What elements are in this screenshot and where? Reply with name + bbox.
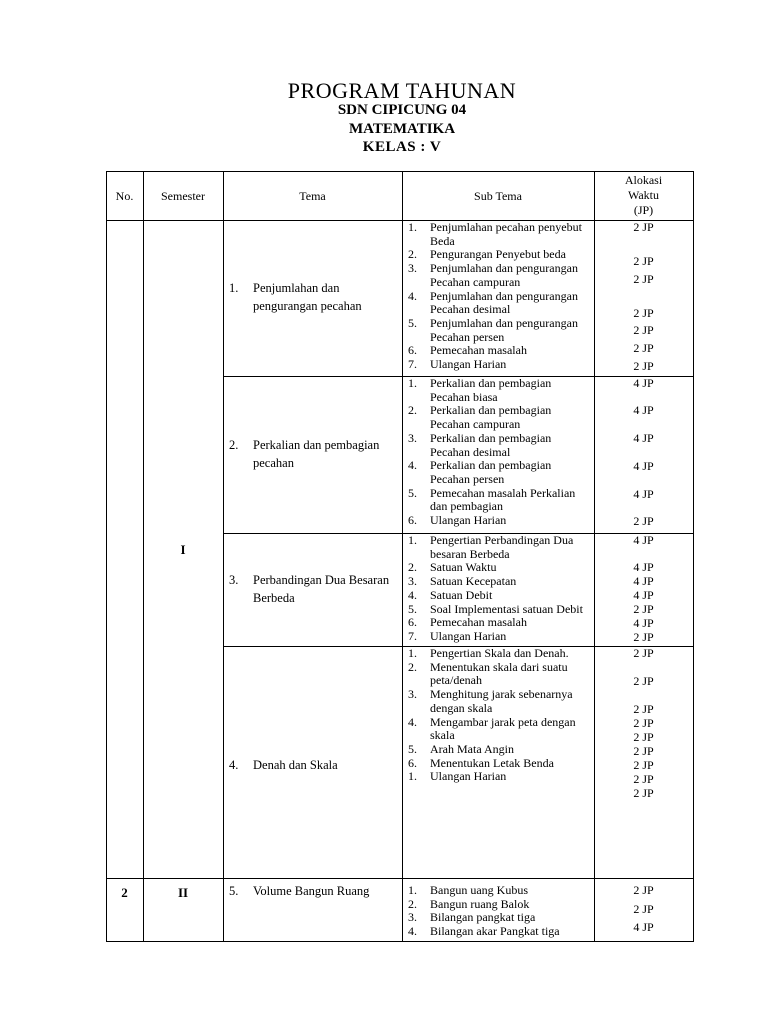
tema-title: Volume Bangun Ruang [253, 884, 370, 898]
jp-value: 2 JP [633, 341, 654, 355]
sub-tema-text: Bangun ruang Balok [430, 896, 530, 911]
sub-tema-number: 5. [408, 485, 417, 500]
sub-tema-text: Bilangan pangkat tiga [430, 910, 536, 925]
sub-tema-text: peta/denah [430, 673, 482, 688]
tema-title: Perkalian dan pembagian pecahan [253, 438, 380, 470]
semester-1-label: I [180, 542, 186, 557]
table-border-top [106, 171, 694, 172]
sub-tema-text: Bilangan akar Pangkat tiga [430, 924, 560, 939]
col-divider-semester [223, 171, 224, 942]
sub-tema-number: 3. [408, 430, 417, 445]
sub-tema-number: 1. [408, 883, 417, 897]
jp-value: 2 JP [633, 220, 654, 234]
sub-tema-number: 3. [408, 574, 417, 589]
col-border-left [106, 171, 107, 942]
sub-tema-text: Menentukan Letak Benda [430, 755, 554, 770]
jp-value: 2 JP [633, 254, 654, 268]
jp-value: 2 JP [633, 883, 654, 897]
jp-value: 2 JP [633, 772, 654, 786]
jp-value: 2 JP [633, 514, 654, 528]
header-sub-tema: Sub Tema [474, 189, 522, 203]
page-title: PROGRAM TAHUNAN [287, 78, 517, 103]
sub-tema-text: Perkalian dan pembagian [430, 458, 552, 473]
tema-number: 3. [229, 573, 239, 587]
semester-2-label: II [177, 885, 189, 900]
sub-tema-text: Pecahan campuran [430, 274, 521, 289]
sub-tema-text: Penjumlahan dan pengurangan [430, 261, 578, 276]
row-2-number: 2 [121, 885, 128, 900]
sub-tema-number: 2. [408, 659, 417, 674]
sub-tema-number: 6. [408, 755, 417, 770]
sub-tema-number: 1. [408, 533, 417, 547]
subject-name: MATEMATIKA [348, 121, 456, 137]
sub-tema-text: Pecahan persen [430, 329, 505, 344]
sub-tema-number: 6. [408, 513, 417, 527]
sub-tema-number: 4. [408, 288, 417, 303]
sub-tema-text: Satuan Kecepatan [430, 574, 517, 589]
sub-tema-number: 7. [408, 357, 417, 371]
header-alokasi-waktu [594, 173, 693, 218]
school-name: SDN CIPICUNG 04 [337, 102, 467, 118]
tema-title: Denah dan Skala [253, 758, 338, 772]
sub-tema-number: 1. [408, 376, 417, 390]
sub-tema-number: 6. [408, 615, 417, 630]
sub-tema-number: 3. [408, 687, 417, 702]
sub-tema-text: Penjumlahan dan pengurangan [430, 315, 578, 330]
col-divider-subtema [594, 171, 595, 942]
sub-tema-text: Ulangan Harian [430, 628, 507, 643]
jp-value: 2 JP [633, 323, 654, 337]
jp-value: 4 JP [633, 588, 654, 602]
jp-value: 4 JP [633, 920, 654, 934]
sub-tema-text: Pengurangan Penyebut beda [430, 247, 566, 262]
sub-tema-text: Penjumlahan dan pengurangan [430, 288, 578, 303]
sub-tema-text: Arah Mata Angin [430, 741, 514, 756]
jp-value: 2 JP [633, 646, 654, 660]
sub-tema-number: 2. [408, 247, 417, 262]
table-border-bottom [106, 941, 694, 942]
jp-value: 2 JP [633, 272, 654, 286]
sub-tema-text: Pemecahan masalah [430, 343, 527, 358]
sub-tema-text: Satuan Waktu [430, 560, 497, 575]
sub-tema-text: Pecahan biasa [430, 389, 498, 404]
sub-tema-number: 1. [408, 646, 417, 660]
sub-tema-text: besaran Berbeda [430, 546, 510, 561]
semester-divider [106, 878, 694, 879]
sub-tema-text: Menentukan skala dari suatu [430, 659, 568, 674]
sub-tema-number: 1. [408, 220, 417, 234]
sub-tema-text: Perkalian dan pembagian [430, 376, 552, 390]
sub-tema-number: 7. [408, 628, 417, 643]
jp-value: 2 JP [633, 744, 654, 758]
sub-tema-text: Mengambar jarak peta dengan [430, 714, 576, 729]
sub-tema-text: Pecahan persen [430, 471, 505, 486]
tema-number: 2. [229, 438, 239, 452]
header-semester: Semester [161, 189, 205, 203]
program-table [106, 171, 694, 942]
sub-tema-text: Ulangan Harian [430, 513, 507, 527]
sub-tema-number: 4. [408, 587, 417, 602]
sub-tema-number: 3. [408, 910, 417, 925]
sub-tema-number: 4. [408, 924, 417, 939]
sub-tema-text: Pecahan desimal [430, 302, 511, 317]
sub-tema-text: skala [430, 728, 455, 743]
sub-tema-text: Ulangan Harian [430, 769, 507, 784]
jp-value: 4 JP [633, 459, 654, 473]
sub-tema-number: 1. [408, 769, 417, 784]
jp-value: 4 JP [633, 376, 654, 390]
jp-value: 4 JP [633, 533, 654, 547]
jp-value: 2 JP [633, 786, 654, 800]
grade-label: KELAS : V [362, 139, 442, 155]
header-alokasi-line-3: (JP) [633, 203, 654, 217]
sub-tema-text: Satuan Debit [430, 587, 493, 602]
sub-tema-text: Pecahan campuran [430, 417, 521, 432]
header-alokasi-line-1: Alokasi [624, 173, 663, 187]
jp-value: 2 JP [633, 902, 654, 916]
jp-value: 4 JP [633, 574, 654, 588]
sub-tema-number: 2. [408, 896, 417, 911]
jp-value: 2 JP [633, 306, 654, 320]
sub-tema-number: 3. [408, 261, 417, 276]
sub-tema-text: Soal Implementasi satuan Debit [430, 601, 583, 616]
sub-tema-text: Pecahan desimal [430, 444, 511, 459]
sub-tema-text: Bangun uang Kubus [430, 883, 528, 897]
sub-tema-text: Perkalian dan pembagian [430, 403, 552, 418]
jp-value: 4 JP [633, 616, 654, 630]
sub-tema-text: dan pembagian [430, 499, 503, 514]
sub-tema-text: dengan skala [430, 700, 493, 715]
sub-tema-number: 2. [408, 560, 417, 575]
sub-tema-number: 5. [408, 741, 417, 756]
header-no: No. [115, 189, 134, 203]
header-tema: Tema [299, 189, 326, 203]
sub-tema-number: 6. [408, 343, 417, 358]
sub-tema-number: 2. [408, 403, 417, 418]
sub-tema-number: 4. [408, 714, 417, 729]
jp-value: 2 JP [633, 730, 654, 744]
jp-value: 4 JP [633, 431, 654, 445]
jp-value: 4 JP [633, 560, 654, 574]
tema-number: 4. [229, 758, 239, 772]
jp-value: 2 JP [633, 716, 654, 730]
sub-tema-text: Menghitung jarak sebenarnya [430, 687, 573, 702]
col-border-right [693, 171, 694, 942]
sub-tema-text: Pemecahan masalah [430, 615, 527, 630]
header-alokasi-line-2: Waktu [627, 188, 660, 202]
sub-tema-text: Beda [430, 233, 455, 248]
tema-number: 5. [229, 884, 239, 898]
sub-tema-text: Pengertian Skala dan Denah. [430, 646, 569, 660]
jp-value: 2 JP [633, 702, 654, 716]
sub-tema-number: 5. [408, 601, 417, 616]
tema-number: 1. [229, 281, 239, 295]
jp-value: 2 JP [633, 359, 654, 373]
sub-tema-number: 5. [408, 315, 417, 330]
tema-title: Penjumlahan dan pengurangan pecahan [253, 281, 362, 313]
sub-tema-text: Ulangan Harian [430, 357, 507, 371]
sub-tema-text: Pengertian Perbandingan Dua [430, 533, 574, 547]
jp-value: 2 JP [633, 674, 654, 688]
jp-value: 4 JP [633, 487, 654, 501]
jp-value: 2 JP [633, 602, 654, 616]
sub-tema-text: Penjumlahan pecahan penyebut [430, 220, 582, 234]
sub-tema-text: Perkalian dan pembagian [430, 430, 552, 445]
sub-tema-number: 4. [408, 458, 417, 473]
jp-value: 2 JP [633, 630, 654, 644]
jp-value: 2 JP [633, 758, 654, 772]
sub-tema-text: Pemecahan masalah Perkalian [430, 485, 576, 500]
tema-title: Perbandingan Dua Besaran Berbeda [253, 573, 390, 605]
jp-value: 4 JP [633, 403, 654, 417]
